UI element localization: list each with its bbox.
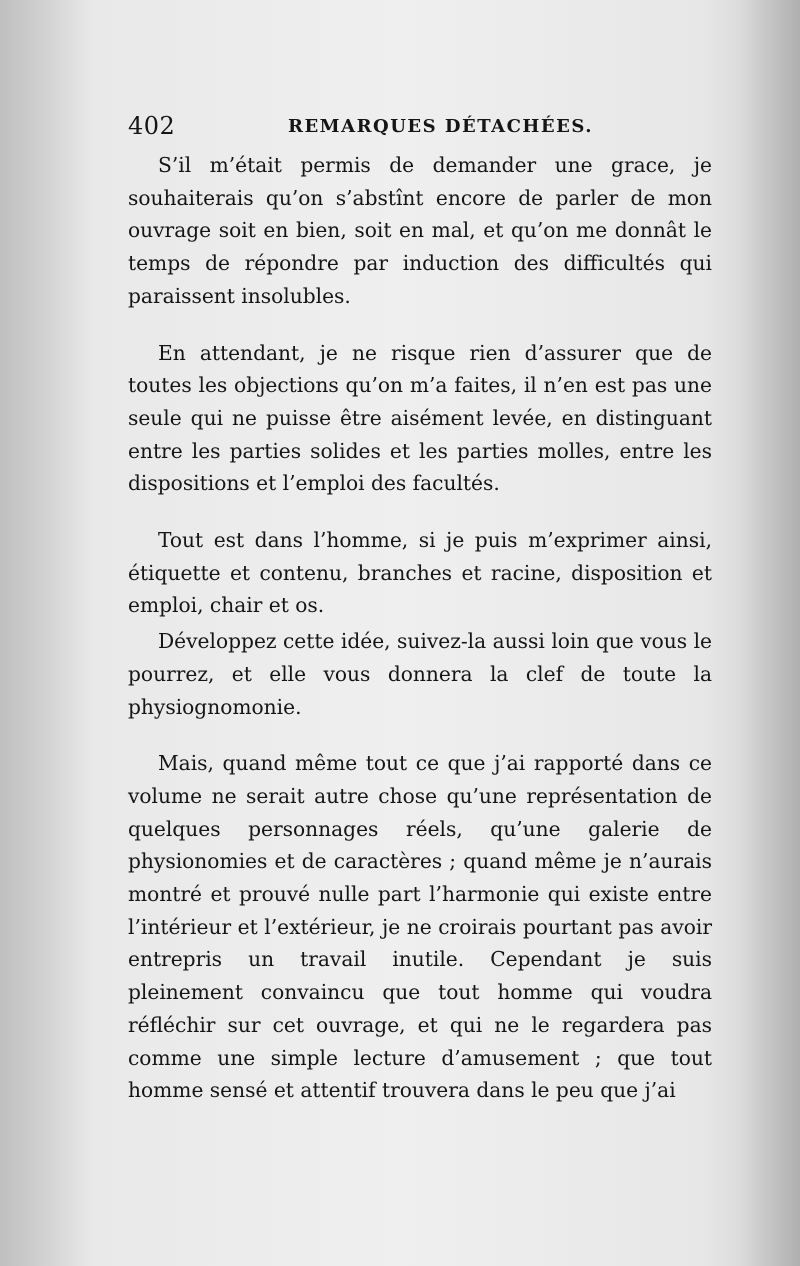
page-header bbox=[128, 112, 712, 146]
paragraph-3: Tout est dans l’homme, si je puis m’exprimer ainsi, étiquette et contenu, branches et racine, disposition et emploi, chair et os. bbox=[128, 528, 712, 618]
paragraph-4: Développez cette idée, suivez-la aussi loin que vous le pourrez, et elle vous donnera la clef de toute la physiognomonie. bbox=[128, 629, 712, 719]
right-edge-shadow bbox=[740, 0, 800, 1266]
left-gutter-shadow bbox=[0, 0, 90, 1266]
body-text bbox=[128, 149, 712, 1107]
page-number: 402 bbox=[128, 112, 176, 140]
running-head: REMARQUES DÉTACHÉES. bbox=[288, 116, 593, 137]
paragraph-1: S’il m’était permis de demander une grace, je souhaiterais qu’on s’abstînt encore de parler de mon ouvrage soit en bien, soit en mal, et qu’on me donnât le temps de répondre par induction des difficultés qui paraissent insolubles. bbox=[128, 153, 712, 308]
paragraph-2: En attendant, je ne risque rien d’assurer que de toutes les objections qu’on m’a faites, il n’en est pas une seule qui ne puisse être aisément levée, en distinguant entre les parties solides et les parties molles, entre les dispositions et l’emploi des facultés. bbox=[128, 340, 712, 496]
paragraph-5: Mais, quand même tout ce que j’ai rapporté dans ce volume ne serait autre chose qu’une représentation de quelques personnages réels, qu’une galerie de physionomies et de caractères ; quand même je n’aurais montré et prouvé nulle part l’harmonie qui existe entre l’intérieur et l’extérieur, je ne croirais pourtant pas avoir entrepris un travail inutile. Cependant je suis pleinement convaincu que tout homme qui voudra réfléchir sur cet ouvrage, et qui ne le regardera pas comme une simple lecture d’amusement ; que tout homme sensé et attentif trouvera dans le peu que j’ai bbox=[128, 751, 712, 1103]
